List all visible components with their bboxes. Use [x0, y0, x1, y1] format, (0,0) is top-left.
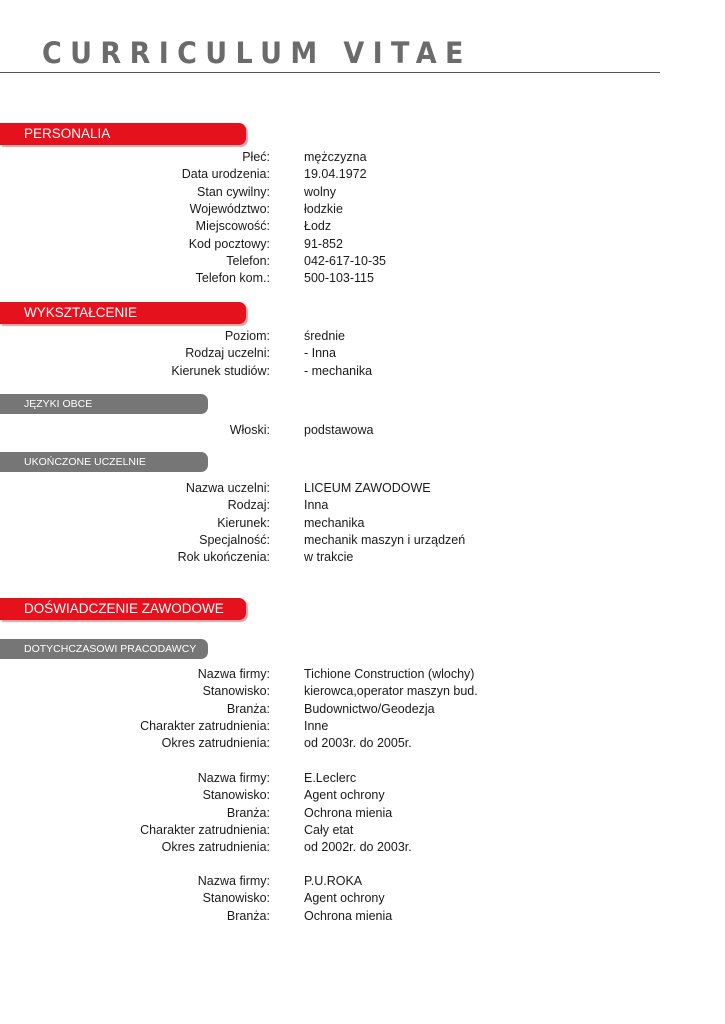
field-label: Stanowisko: — [202, 684, 270, 699]
info-row — [0, 185, 725, 202]
field-label: Stanowisko: — [202, 788, 270, 803]
field-value: P.U.ROKA — [304, 874, 363, 888]
info-row — [0, 202, 725, 219]
info-row — [0, 167, 725, 184]
field-label: Rok ukończenia: — [177, 550, 270, 565]
section-schools-title: UKOŃCZONE UCZELNIE — [24, 456, 146, 468]
field-label: Nazwa uczelni: — [185, 481, 270, 495]
field-label: Włoski: — [229, 423, 270, 437]
field-value: Inna — [304, 498, 329, 513]
field-label: Specjalność: — [199, 532, 270, 547]
field-value: mężczyzna — [304, 150, 367, 164]
field-label: Branża: — [226, 701, 270, 716]
info-row — [0, 498, 725, 515]
field-label: Płeć: — [242, 150, 270, 164]
field-value: Tichione Construction (wlochy) — [304, 667, 475, 681]
field-label: Okres zatrudnienia: — [161, 840, 270, 855]
field-label: Charakter zatrudnienia: — [140, 822, 270, 837]
field-value: 19.04.1972 — [304, 167, 367, 182]
info-row — [0, 329, 725, 346]
field-value: Agent ochrony — [304, 891, 385, 906]
info-row — [0, 237, 725, 254]
info-row — [0, 840, 725, 857]
title-underline — [0, 72, 660, 73]
field-value: od 2002r. do 2003r. — [304, 840, 412, 855]
field-label: Telefon kom.: — [195, 271, 270, 286]
field-value: 042-617-10-35 — [304, 253, 387, 268]
field-label: Kierunek: — [217, 515, 270, 530]
document-title: CURRICULUM VITAE — [42, 36, 472, 70]
info-row — [0, 254, 725, 271]
field-value: Inne — [304, 718, 329, 733]
section-languages-title: JĘZYKI OBCE — [24, 398, 93, 410]
field-label: Branża: — [226, 805, 270, 820]
info-row — [0, 806, 725, 823]
info-row — [0, 346, 725, 363]
field-value: - Inna — [304, 346, 336, 361]
field-label: Stanowisko: — [202, 891, 270, 906]
info-row — [0, 219, 725, 236]
info-row — [0, 423, 725, 440]
field-label: Kierunek studiów: — [171, 363, 270, 378]
field-label: Charakter zatrudnienia: — [140, 718, 270, 733]
field-value: łodzkie — [304, 201, 343, 216]
section-experience-header — [0, 598, 246, 620]
info-row — [0, 874, 725, 891]
info-row — [0, 364, 725, 381]
field-value: LICEUM ZAWODOWE — [304, 481, 431, 495]
field-value: 91-852 — [304, 236, 343, 251]
info-row — [0, 684, 725, 701]
field-value: mechanik maszyn i urządzeń — [304, 532, 466, 547]
field-label: Stan cywilny: — [197, 184, 270, 199]
field-value: Budownictwo/Geodezja — [304, 701, 435, 716]
section-personalia-header — [0, 123, 246, 145]
section-employers-header — [0, 639, 208, 659]
section-education-title: WYKSZTAŁCENIE — [24, 305, 138, 320]
info-row — [0, 702, 725, 719]
info-row — [0, 788, 725, 805]
info-row — [0, 909, 725, 926]
field-label: Data urodzenia: — [181, 167, 270, 182]
field-value: E.Leclerc — [304, 771, 357, 785]
field-label: Miejscowość: — [195, 219, 270, 234]
section-experience-title: DOŚWIADCZENIE ZAWODOWE — [24, 601, 224, 616]
field-label: Województwo: — [189, 201, 270, 216]
info-row — [0, 150, 725, 167]
field-label: Rodzaj: — [227, 498, 270, 513]
field-value: - mechanika — [304, 363, 373, 378]
field-label: Nazwa firmy: — [197, 874, 270, 888]
field-value: kierowca,operator maszyn bud. — [304, 684, 478, 699]
field-label: Nazwa firmy: — [197, 771, 270, 785]
info-row — [0, 736, 725, 753]
field-label: Nazwa firmy: — [197, 667, 270, 681]
field-value: Ochrona mienia — [304, 908, 393, 923]
field-value: Cały etat — [304, 822, 354, 837]
section-schools-header — [0, 452, 208, 472]
field-value: od 2003r. do 2005r. — [304, 736, 412, 751]
section-education-header — [0, 302, 246, 324]
field-value: w trakcie — [304, 550, 354, 565]
section-languages-header — [0, 394, 208, 414]
field-label: Okres zatrudnienia: — [161, 736, 270, 751]
info-row — [0, 823, 725, 840]
section-personalia-title: PERSONALIA — [24, 126, 111, 141]
field-value: Ochrona mienia — [304, 805, 393, 820]
field-label: Rodzaj uczelni: — [185, 346, 270, 361]
field-label: Telefon: — [226, 253, 270, 268]
info-row — [0, 271, 725, 288]
info-row — [0, 891, 725, 908]
info-row — [0, 481, 725, 498]
field-value: podstawowa — [304, 423, 374, 437]
field-value: 500-103-115 — [304, 271, 374, 286]
info-row — [0, 516, 725, 533]
field-value: Agent ochrony — [304, 788, 385, 803]
info-row — [0, 667, 725, 684]
field-label: Poziom: — [224, 329, 270, 343]
field-label: Branża: — [226, 908, 270, 923]
info-row — [0, 771, 725, 788]
field-value: mechanika — [304, 515, 365, 530]
field-label: Kod pocztowy: — [188, 236, 270, 251]
info-row — [0, 550, 725, 567]
field-value: średnie — [304, 329, 345, 343]
info-row — [0, 533, 725, 550]
info-row — [0, 719, 725, 736]
section-employers-title: DOTYCHCZASOWI PRACODAWCY — [24, 643, 197, 655]
field-value: Łodz — [304, 219, 332, 234]
field-value: wolny — [304, 184, 336, 199]
